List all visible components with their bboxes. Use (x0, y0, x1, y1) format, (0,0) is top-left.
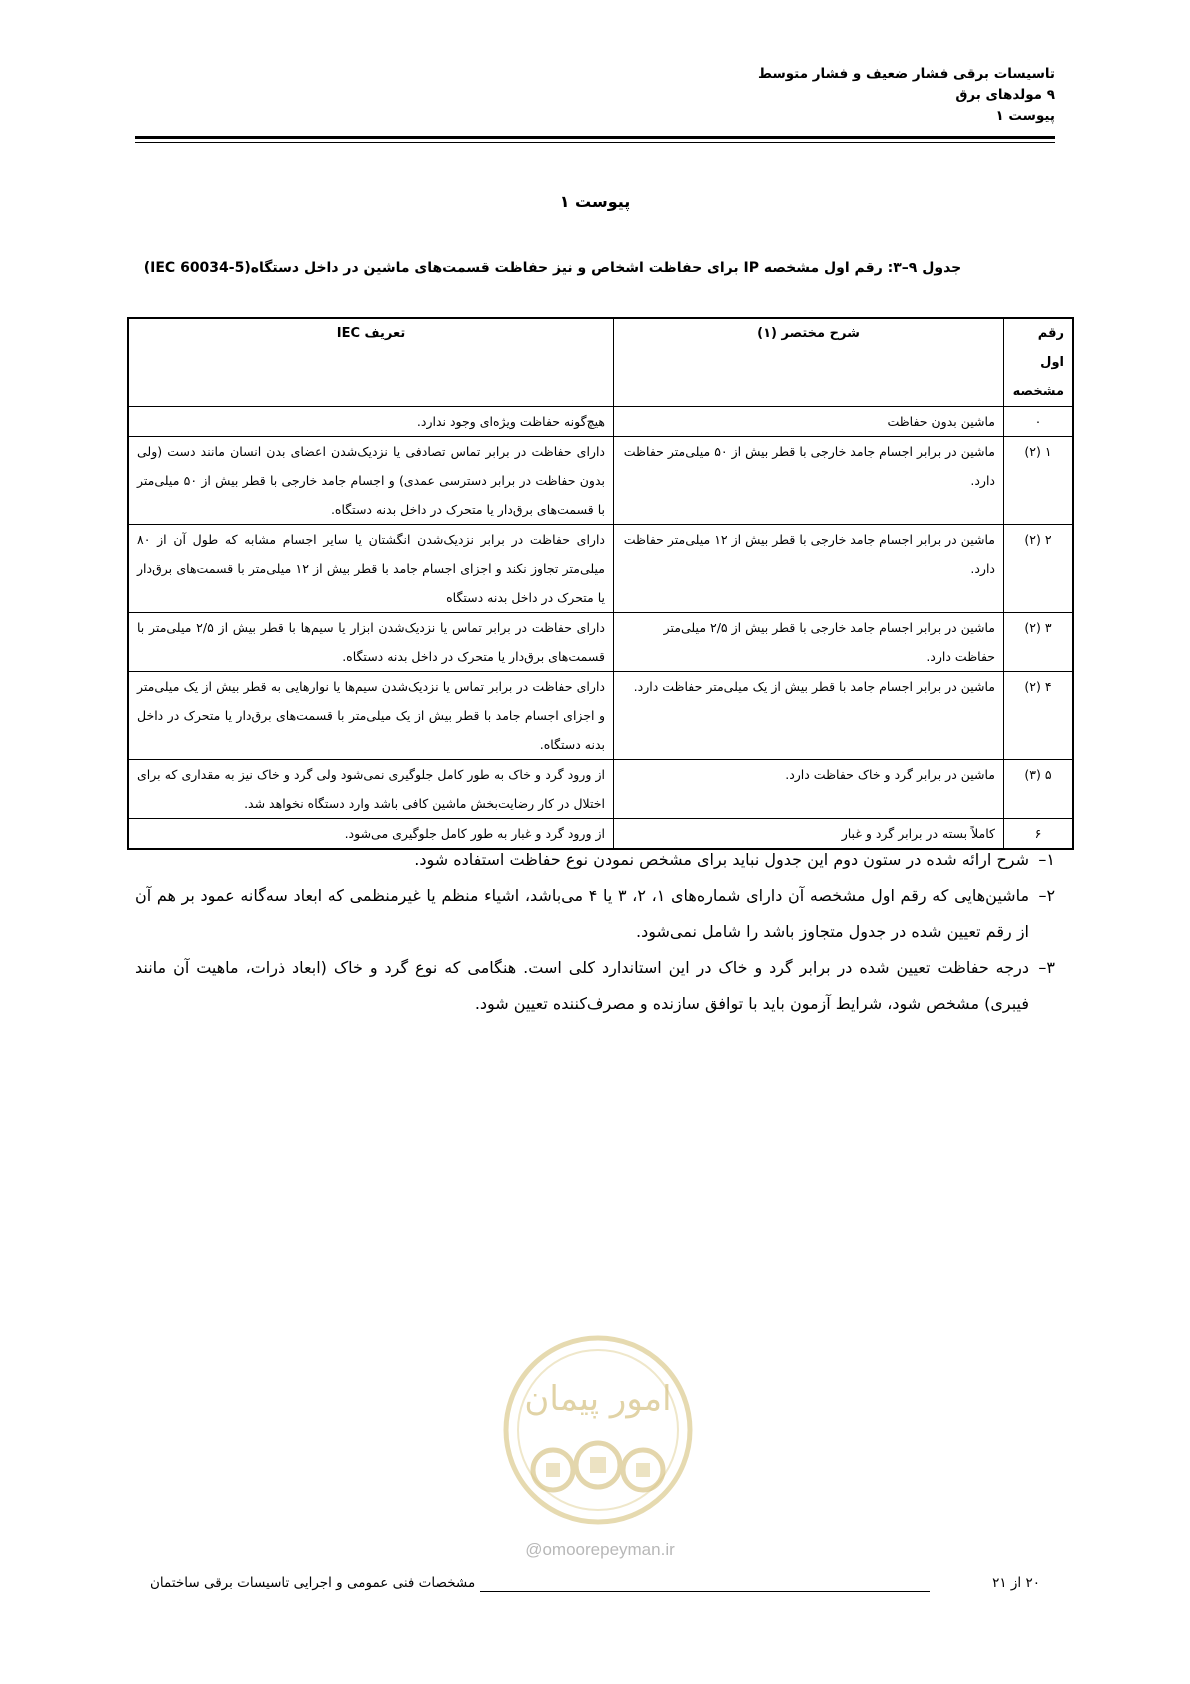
note-number: ۲– (1038, 886, 1056, 905)
cell-iec: از ورود گرد و خاک به طور کامل جلوگیری نمی‌شود ولی گرد و خاک نیز به مقداری که برای اختلال در کار رضایت‌بخش ماشین کافی باشد وارد دستگاه نخواهد شد. (128, 760, 614, 819)
header-digit: رقم اول مشخصه (1004, 318, 1074, 407)
cell-digit: ۲ (۲) (1004, 525, 1074, 613)
header-line-3: پیوست ۱ (995, 108, 1055, 124)
note-item (135, 842, 1055, 878)
cell-short: ماشین در برابر گرد و خاک حفاظت دارد. (614, 760, 1004, 819)
cell-iec: از ورود گرد و غبار به طور کامل جلوگیری می‌شود. (128, 819, 614, 850)
page-footer (150, 1575, 1040, 1597)
cell-short: کاملاً بسته در برابر گرد و غبار (614, 819, 1004, 850)
page-number: ۲۰ از ۲۱ (992, 1575, 1040, 1591)
footer-doc-title: مشخصات فنی عمومی و اجرایی تاسیسات برقی ساختمان (150, 1575, 476, 1591)
header-iec-definition: تعریف IEC (128, 318, 614, 407)
page-header (135, 64, 1055, 127)
note-text: شرح ارائه شده در ستون دوم این جدول نباید برای مشخص نمودن نوع حفاظت استفاده شود. (414, 850, 1029, 869)
ip-table (127, 317, 1074, 850)
watermark-url: @omoorepeyman.ir (525, 1540, 675, 1559)
cell-digit: ۱ (۲) (1004, 437, 1074, 525)
cell-iec: دارای حفاظت در برابر تماس تصادفی یا نزدیک‌شدن اعضای بدن انسان مانند دست (ولی بدون حفاظت در برابر دسترسی عمدی) و اجسام جامد خارجی با قطر بیش از ۵۰ میلی‌متر با قسمت‌های برق‌دار یا متحرک در داخل بدنه دستگاه. (128, 437, 614, 525)
footer-rule (480, 1591, 930, 1592)
header-short-description: شرح مختصر (۱) (614, 318, 1004, 407)
header-line-2: ۹ مولدهای برق (955, 87, 1055, 103)
note-text: درجه حفاظت تعیین شده در برابر گرد و خاک در این استاندارد کلی است. هنگامی که نوع گرد و خاک (ابعاد ذرات، ماهیت آن مانند فیبری) مشخص شود، شرایط آزمون باید با توافق سازنده و مصرف‌کننده تعیین شود. (135, 958, 1029, 1013)
cell-short: ماشین در برابر اجسام جامد خارجی با قطر بیش از ۵۰ میلی‌متر حفاظت دارد. (614, 437, 1004, 525)
table-notes (135, 842, 1055, 1022)
table-row (128, 525, 1073, 613)
note-number: ۳– (1038, 958, 1055, 977)
header-line-1: تاسیسات برقی فشار ضعیف و فشار متوسط (757, 66, 1055, 82)
table-row (128, 613, 1073, 672)
cell-digit: ۶ (1004, 819, 1074, 850)
note-text: ماشین‌هایی که رقم اول مشخصه آن دارای شماره‌های ۱، ۲، ۳ یا ۴ می‌باشد، اشیاء منظم یا غیرمنظمی که ابعاد سه‌گانه عمود بر هم آن از رقم تعیین شده در جدول متجاوز باشد را شامل نمی‌شود. (135, 886, 1030, 941)
header-rule-thick (135, 136, 1055, 139)
table-row (128, 407, 1073, 437)
table-caption: جدول ۹–۳: رقم اول مشخصه IP برای حفاظت اشخاص و نیز حفاظت قسمت‌های ماشین در داخل دستگاه(IEC 60034-5) (143, 260, 962, 276)
appendix-title: پیوست ۱ (559, 192, 631, 211)
note-item (135, 878, 1055, 950)
cell-short: ماشین در برابر اجسام جامد با قطر بیش از یک میلی‌متر حفاظت دارد. (614, 672, 1004, 760)
table-row (128, 672, 1073, 760)
logo-text: امور پیمان (524, 1379, 672, 1419)
cell-digit: ۳ (۲) (1004, 613, 1074, 672)
table-row (128, 760, 1073, 819)
cell-short: ماشین در برابر اجسام جامد خارجی با قطر بیش از ۲/۵ میلی‌متر حفاظت دارد. (614, 613, 1004, 672)
header-rule-thin (135, 142, 1055, 143)
note-number: ۱– (1038, 850, 1055, 869)
cell-iec: دارای حفاظت در برابر نزدیک‌شدن انگشتان یا سایر اجسام مشابه که طول آن از ۸۰ میلی‌متر تجاوز نکند و اجزای اجسام جامد با قطر بیش از ۱۲ میلی‌متر با قسمت‌های برق‌دار یا متحرک در داخل بدنه دستگاه (128, 525, 614, 613)
note-item (135, 950, 1055, 1022)
cell-short: ماشین بدون حفاظت (614, 407, 1004, 437)
cell-iec: هیچ‌گونه حفاظت ویژه‌ای وجود ندارد. (128, 407, 614, 437)
cell-digit: ۴ (۲) (1004, 672, 1074, 760)
cell-digit: ۰ (1004, 407, 1074, 437)
cell-iec: دارای حفاظت در برابر تماس یا نزدیک‌شدن ابزار یا سیم‌ها با قطر بیش از ۲/۵ میلی‌متر با قسمت‌های برق‌دار یا متحرک در داخل بدنه دستگاه. (128, 613, 614, 672)
cell-digit: ۵ (۳) (1004, 760, 1074, 819)
table-row (128, 437, 1073, 525)
cell-short: ماشین در برابر اجسام جامد خارجی با قطر بیش از ۱۲ میلی‌متر حفاظت دارد. (614, 525, 1004, 613)
omoorepeyman-logo-watermark (498, 1330, 698, 1530)
cell-iec: دارای حفاظت در برابر تماس یا نزدیک‌شدن سیم‌ها یا نوارهایی به قطر بیش از یک میلی‌متر و اجزای اجسام جامد با قطر بیش از یک میلی‌متر با قسمت‌های برق‌دار یا متحرک در داخل بدنه دستگاه. (128, 672, 614, 760)
table-header-row (128, 318, 1073, 407)
